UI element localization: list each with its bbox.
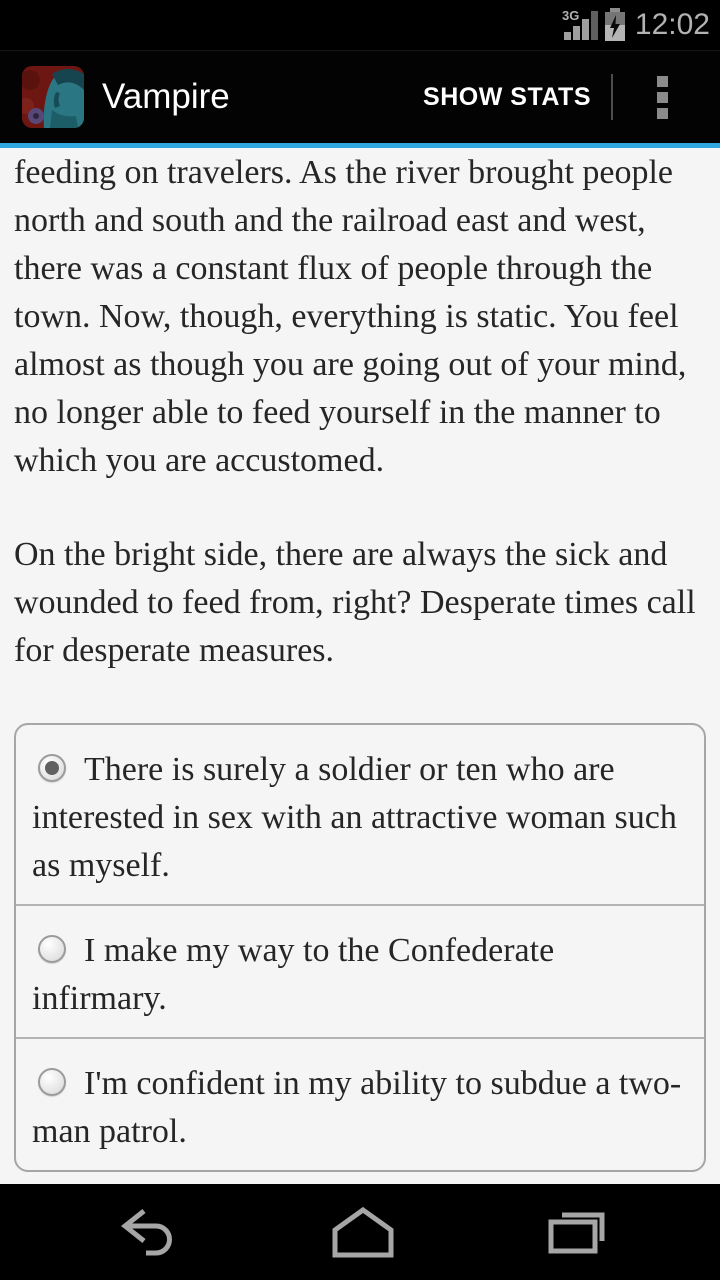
- choice-radio[interactable]: [38, 1068, 66, 1096]
- app-title: Vampire: [102, 77, 230, 116]
- choice-label: I'm confident in my ability to subdue a two-man patrol.: [32, 1065, 682, 1150]
- action-bar-divider: [611, 74, 613, 120]
- back-icon[interactable]: [108, 1206, 184, 1258]
- story-paragraph: feeding on travelers. As the river brought people north and south and the railroad east and west, there was a constant flux of people through the town. Now, though, everything is static. You feel almost as though you are going out of your mind, no longer able to feed yourself in the manner to which you are accustomed.: [14, 154, 687, 479]
- choice-radio[interactable]: [38, 935, 66, 963]
- network-type-label: 3G: [561, 8, 580, 23]
- battery-charging-icon: [603, 7, 627, 43]
- choice-option-2[interactable]: [16, 904, 704, 1037]
- action-bar: [0, 50, 720, 143]
- status-bar: [0, 0, 720, 50]
- story-content[interactable]: [0, 148, 720, 1184]
- choice-option-3[interactable]: [16, 1037, 704, 1170]
- signal-strength-icon: [561, 8, 603, 42]
- show-stats-button[interactable]: SHOW STATS: [423, 82, 591, 111]
- home-icon[interactable]: [329, 1206, 397, 1258]
- choice-list: [14, 723, 706, 1172]
- choice-label: There is surely a soldier or ten who are interested in sex with an attractive woman such as myself.: [32, 751, 677, 884]
- choice-option-1[interactable]: [16, 725, 704, 904]
- recents-icon[interactable]: [542, 1206, 612, 1258]
- vampire-app-icon: [22, 66, 84, 128]
- overflow-menu-icon[interactable]: [657, 76, 668, 119]
- story-paragraph: On the bright side, there are always the sick and wounded to feed from, right? Desperate times call for desperate measures.: [14, 536, 696, 669]
- choice-radio[interactable]: [38, 754, 66, 782]
- choice-label: I make my way to the Confederate infirmary.: [32, 932, 555, 1017]
- navigation-bar: [0, 1184, 720, 1280]
- clock: 12:02: [634, 8, 710, 41]
